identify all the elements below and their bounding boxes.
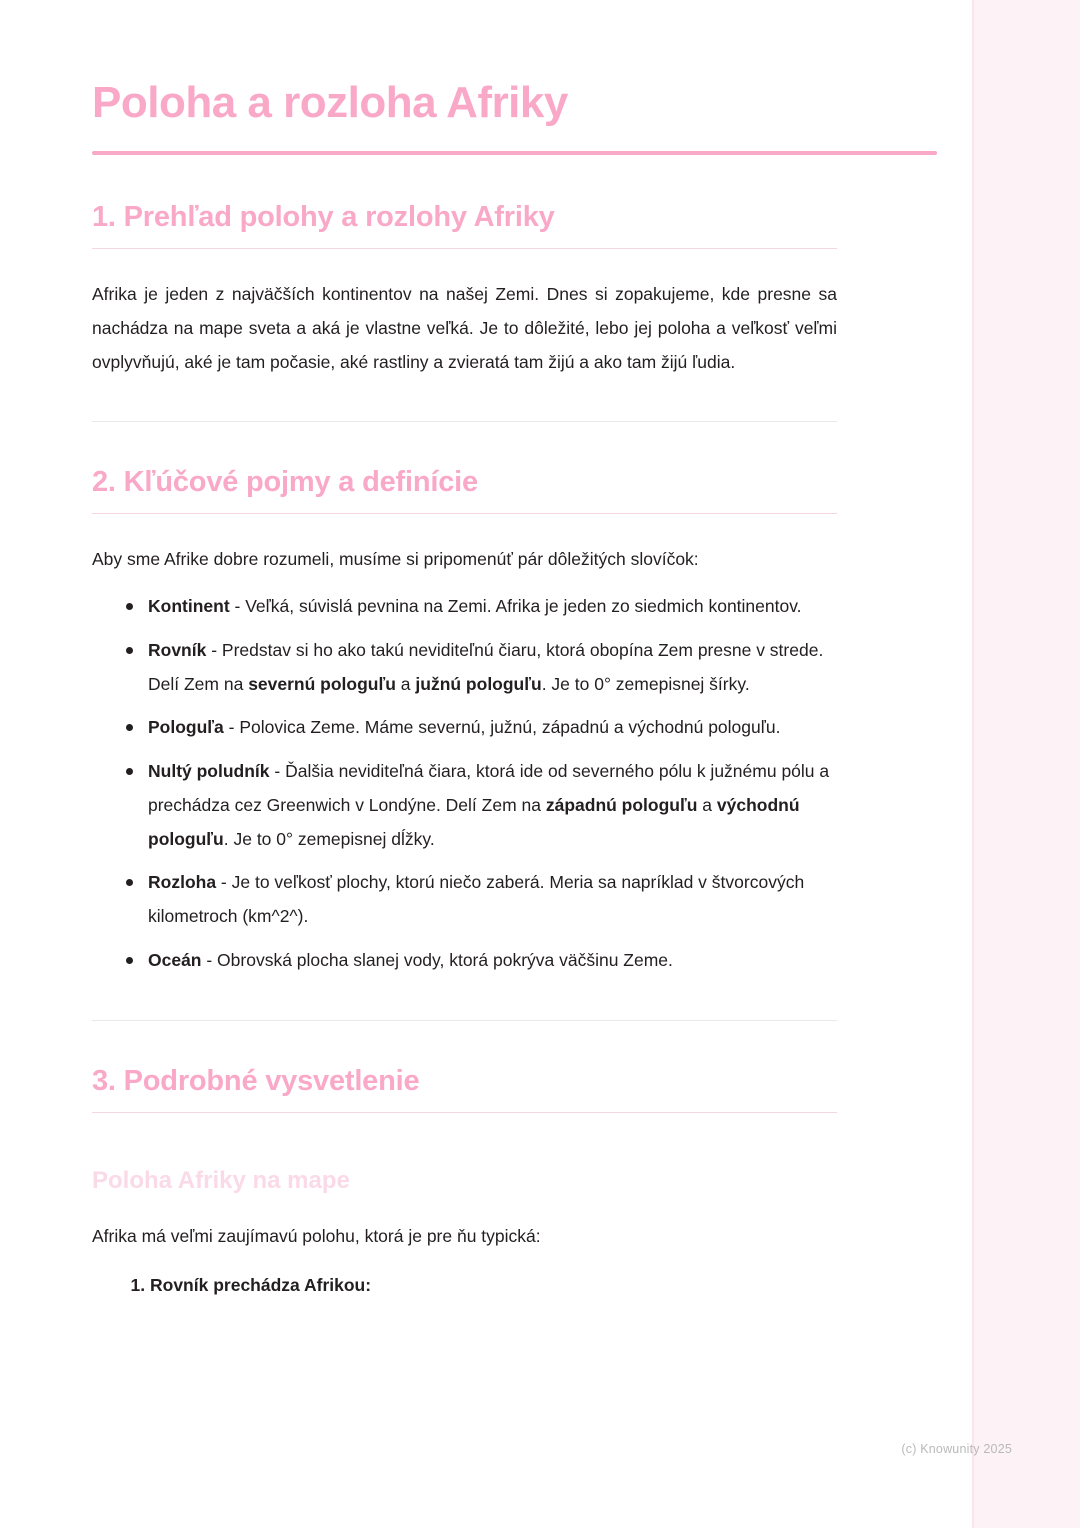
term-definition: - Veľká, súvislá pevnina na Zemi. Afrika je jeden zo siedmich kontinentov. <box>229 596 802 617</box>
term-label: Rovník <box>148 639 207 660</box>
content-divider-2 <box>92 1020 837 1021</box>
content-divider-1 <box>92 421 837 422</box>
term-label: Pologuľa <box>148 717 224 738</box>
term-definition: - Je to veľkosť plochy, ktorú niečo zaberá. Meria sa napríklad v štvorcových kilometroch (km^2^). <box>148 872 805 927</box>
watermark: (c) Knowunity 2025 <box>901 1442 1012 1456</box>
section-3-heading: 3. Podrobné vysvetlenie <box>92 1064 420 1097</box>
term-label: Rozloha <box>148 872 217 893</box>
section-2-intro: Aby sme Afrike dobre rozumeli, musíme si pripomenúť pár dôležitých slovíčok: <box>92 548 699 569</box>
section-3-divider <box>92 1112 837 1113</box>
term-label: Kontinent <box>148 596 230 617</box>
key-terms-list <box>92 590 852 978</box>
section-2-divider <box>92 513 837 514</box>
list-item <box>126 866 852 934</box>
list-item: 1. Rovník prechádza Afrikou: <box>150 1269 852 1302</box>
list-item <box>126 711 852 745</box>
term-definition: - Obrovská plocha slanej vody, ktorá pokrýva väčšinu Zeme. <box>201 949 673 970</box>
section-1-paragraph: Afrika je jeden z najväčších kontinentov na našej Zemi. Dnes si zopakujeme, kde presne sa nachádza na mape sveta a aká je vlastne veľká. Je to dôležité, lebo jej poloha a veľkosť veľmi ovplyvňujú, aké je tam počasie, aké rastliny a zvieratá tam žijú a ako tam žijú ľudia. <box>92 283 837 372</box>
title-divider <box>92 151 937 155</box>
section-3-numbered-list <box>92 1269 852 1302</box>
list-item <box>126 634 852 702</box>
section-3-subheading: Poloha Afriky na mape <box>92 1166 350 1194</box>
term-definition: - Polovica Zeme. Máme severnú, južnú, západnú a východnú pologuľu. <box>223 717 781 738</box>
list-item <box>126 590 852 624</box>
term-definition: - Ďalšia neviditeľná čiara, ktorá ide od severného pólu k južnému pólu a prechádza cez Greenwich v Londýne. Delí Zem na západnú pologuľu a východnú pologuľu. Je to 0° zemepisnej dĺžky. <box>148 761 830 849</box>
list-item <box>126 755 852 856</box>
list-item <box>126 944 852 978</box>
section-2-heading: 2. Kľúčové pojmy a definície <box>92 465 478 498</box>
term-definition: - Predstav si ho ako takú neviditeľnú čiaru, ktorá obopína Zem presne v strede. Delí Zem na severnú pologuľu a južnú pologuľu. Je to 0° zemepisnej šírky. <box>148 639 824 694</box>
section-1-divider <box>92 248 837 249</box>
section-1-heading: 1. Prehľad polohy a rozlohy Afriky <box>92 200 555 233</box>
section-3-paragraph: Afrika má veľmi zaujímavú polohu, ktorá je pre ňu typická: <box>92 1225 541 1246</box>
page-title: Poloha a rozloha Afriky <box>92 78 568 127</box>
page-margin-strip <box>972 0 1080 1528</box>
term-label: Nultý poludník <box>148 761 270 782</box>
term-label: Oceán <box>148 949 202 970</box>
